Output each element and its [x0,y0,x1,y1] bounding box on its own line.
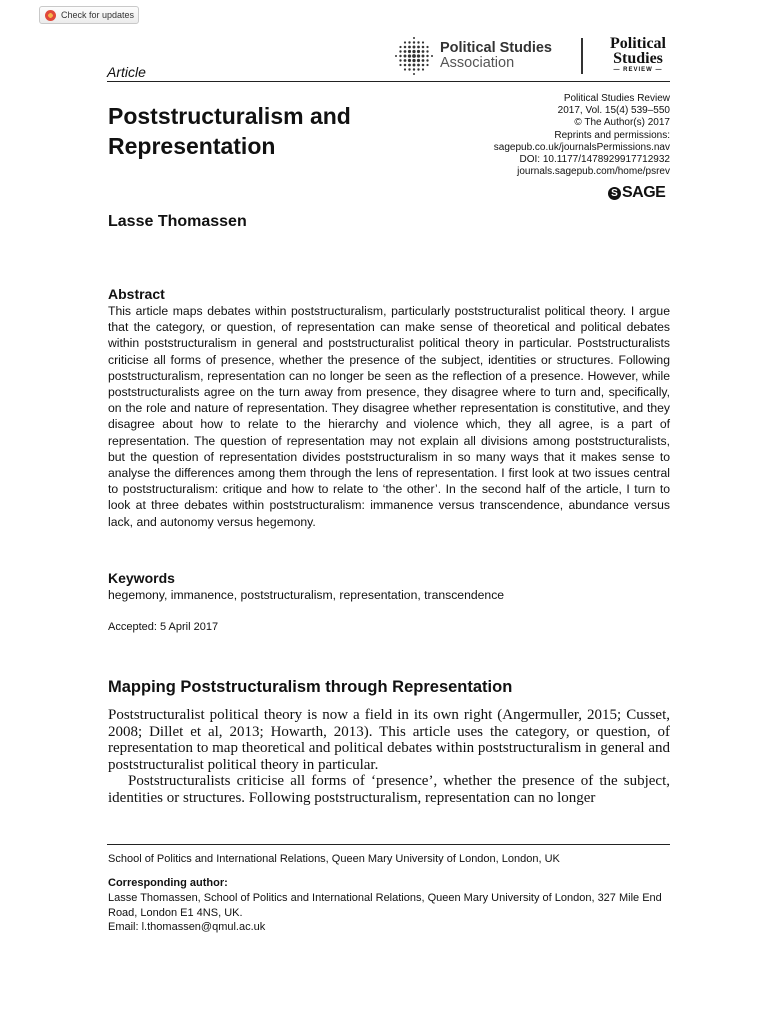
journal-name: Political Studies Review [563,93,670,104]
psr-logo [603,36,673,74]
author-name: Lasse Thomassen [108,213,247,230]
header-rule [107,81,670,82]
corresponding-author-heading: Corresponding author: [108,877,228,889]
journal-copyright: © The Author(s) 2017 [574,117,670,129]
corresponding-author-address: Lasse Thomassen, School of Politics and International Relations, Queen Mary University of London, 327 Mile End Road, London E1 4NS, UK. [108,892,662,919]
article-type-label: Article [107,64,146,80]
body-paragraph: Poststructuralist political theory is now a field in its own right (Angermuller, 2015; Cusset, 2008; Dillet et al, 2013; Howarth, 2013). This article uses the category, or question, of representation to map theoretical and political debates within poststructuralism in general and poststructuralist political theory in particular. [108,707,670,773]
psr-logo-line1: Political [610,35,666,52]
author-affiliation: School of Politics and International Relations, Queen Mary University of London, London, UK [108,853,560,865]
keywords-text: hegemony, immanence, poststructuralism, representation, transcendence [108,588,505,602]
section-heading: Mapping Poststructuralism through Representation [108,678,513,696]
psa-logo-line1: Political Studies [440,39,552,56]
footnote-rule [107,844,670,845]
keywords-heading: Keywords [108,570,175,586]
sage-logo [608,184,665,202]
body-paragraph: Poststructuralists criticise all forms of ‘presence’, whether the presence of the subject, identities or structures. Following poststructuralism, representation can no longer [108,773,670,806]
journal-homepage-link[interactable]: journals.sagepub.com/home/psrev [517,166,670,178]
article-title: Poststructuralism and Representation [108,103,351,159]
corresponding-author-email[interactable]: Email: l.thomassen@qmul.ac.uk [108,921,266,934]
journal-permissions-link[interactable]: sagepub.co.uk/journalsPermissions.nav [493,141,670,153]
psa-dots-icon [394,36,434,76]
psr-logo-line2: Studies [613,50,663,68]
abstract-heading: Abstract [108,286,165,302]
crossmark-icon [45,10,56,21]
check-for-updates-button[interactable] [39,6,139,24]
psr-logo-line3: — REVIEW — [613,67,663,74]
psa-logo [394,36,564,76]
psa-logo-line2: Association [440,55,515,71]
check-for-updates-label: Check for updates [61,10,135,20]
accepted-date: Accepted: 5 April 2017 [108,621,219,633]
corresponding-author-details [108,891,673,935]
sage-logo-text: SAGE [622,184,666,201]
logo-divider [581,38,583,74]
sage-logo-mark: S [608,187,621,200]
body-text [108,707,670,807]
journal-info [410,93,670,178]
journal-reprints: Reprints and permissions: [554,129,670,141]
journal-doi[interactable]: DOI: 10.1177/1478929917712932 [519,154,670,166]
abstract-text: This article maps debates within poststructuralism, particularly poststructuralist political theory. I argue that the category, or question, of representation can make sense of theoretical and political debates within poststructuralism in general and poststructuralist political theory in particular. Poststructuralists criticise all forms of presence, whether the presence of the subject, identities or structures. Following poststructuralism, representation can no longer be seen as the reflection of a presence. However, while poststructuralists agree on the turn away from presence, they disagree where to turn and, specifically, on the role and nature of representation. They disagree whether representation is constitutive, and they disagree about how to relate to the hierarchy and violence which, they all agree, is a part of representation. The question of representation may not explain all divisions among poststructuralists, but the question of representation divides poststructuralism in so many ways that it makes sense to analyse the differences among them through the lens of representation. I first look at two issues central to poststructuralism: critique and how to relate to ‘the other’. In the second half of the article, I turn to look at three debates within poststructuralism: immanence versus transcendence, abundance versus lack, and autonomy versus hegemony. [108,304,670,529]
journal-volume: 2017, Vol. 15(4) 539–550 [557,105,670,117]
